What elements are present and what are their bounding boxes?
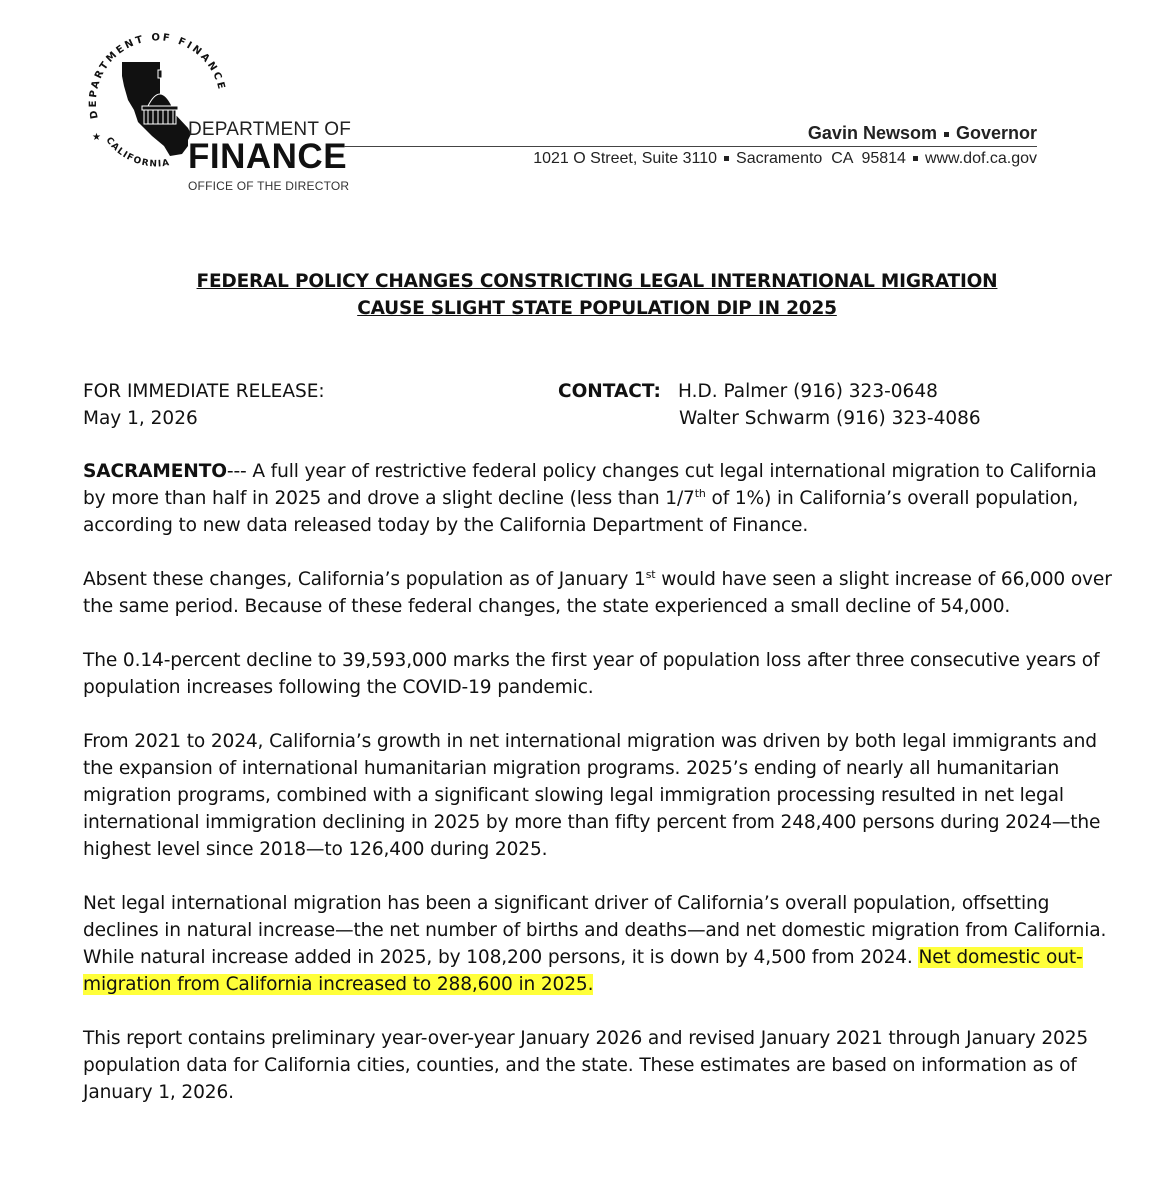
governor-line [808,123,1037,144]
contact-2: Walter Schwarm (916) 323-4086 [679,408,981,429]
press-release-body [83,458,1123,1133]
contact-1: H.D. Palmer (916) 323-0648 [678,381,938,402]
paragraph-3: The 0.14-percent decline to 39,593,000 marks the first year of population loss after three consecutive years of population increases following the COVID-19 pandemic. [83,650,1100,698]
contact-label: CONTACT: [558,381,661,402]
bullet-square-icon [724,156,729,161]
seal-ring-bottom-text: CALIFORNIA [103,135,172,170]
paragraph-1 [83,458,1123,539]
paragraph-6: This report contains preliminary year-over-year January 2026 and revised January 2021 through January 2025 population data for California cities, counties, and the state. These estimates are based on information as of January 1, 2026. [83,1028,1089,1103]
department-name-block [188,120,351,193]
headline-line-2: CAUSE SLIGHT STATE POPULATION DIP IN 2025 [357,298,837,319]
release-date: May 1, 2026 [83,408,198,429]
finance-wordmark: FINANCE [188,137,348,176]
paragraph-2-text-a: Absent these changes, California’s population as of January 1 [83,569,646,590]
paragraph-2 [83,566,1123,620]
governor-name: Gavin Newsom [807,123,937,143]
bullet-square-icon [913,156,918,161]
superscript: st [645,568,656,581]
paragraph-5-text: Net legal international migration has been a significant driver of California’s overall population, offsetting declines in natural increase—the net number of births and deaths—and net domestic migration from California. While natural increase added in 2025, by 108,200 persons, it is down by 4,500 from 2024. [83,893,1118,968]
city-state-zip: Sacramento CA 95814 [736,150,906,167]
website-link[interactable]: www.dof.ca.gov [924,150,1037,167]
paragraph-5 [83,890,1123,998]
governor-title: Governor [955,123,1037,143]
paragraph-4: From 2021 to 2024, California’s growth in net international migration was driven by both legal immigrants and the expansion of international humanitarian migration programs. 2025’s ending of nearly all humanitarian migration programs, combined with a significant slowing legal immigration processing resulted in net legal international immigration declining in 2025 by more than fifty percent from 248,400 persons during 2024—the highest level since 2018—to 126,400 during 2025. [83,731,1101,860]
dateline: SACRAMENTO [83,461,227,482]
svg-text:★: ★ [92,132,101,143]
paragraph-2-text-b: would have seen a slight increase of 66,000 over the same period. Because of these federal changes, the state experienced a small decline of 54,000. [83,569,1112,617]
street-address: 1021 O Street, Suite 3110 [533,150,718,167]
highlighted-text: Net domestic out-migration from California increased to 288,600 in 2025. [83,947,1083,995]
header-rule [344,146,1037,147]
contact-info [558,378,981,432]
headline-line-1: FEDERAL POLICY CHANGES CONSTRICTING LEGAL INTERNATIONAL MIGRATION [196,271,998,292]
release-label: FOR IMMEDIATE RELEASE: [83,381,325,402]
department-of-text: DEPARTMENT OF [188,119,352,140]
seal-ring-top-text: DEPARTMENT OF FINANCE [87,32,228,120]
release-info [83,378,325,432]
paragraph-1-text-b: of 1%) in California’s overall population, according to new data released today by the California Department of Finance. [83,488,1079,536]
office-of-director-text: OFFICE OF THE DIRECTOR [188,179,350,193]
bullet-square-icon [944,132,949,137]
address-line [533,150,1037,168]
superscript: th [694,487,706,500]
paragraph-1-text-a: --- A full year of restrictive federal policy changes cut legal international migration to California by more than half in 2025 and drove a slight decline (less than 1/7 [83,461,1097,509]
press-release-headline [0,268,1171,322]
